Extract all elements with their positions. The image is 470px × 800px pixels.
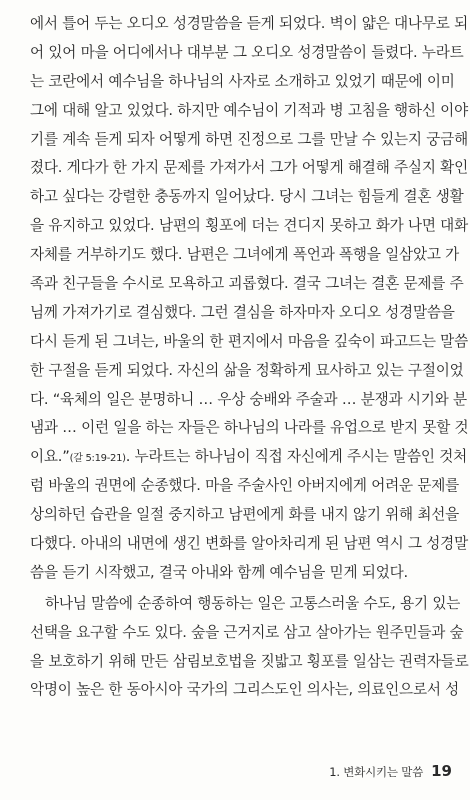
text-line: 냄과 … 이런 일을 하는 자들은 하나님의 나라를 유업으로 받지 못할 것: [30, 419, 469, 437]
text-line: 다. “육체의 일은 분명하니 … 우상 숭배와 주술과 … 분쟁과 시기와 분: [30, 390, 467, 408]
text-line: 어 있어 마을 어디에서나 대부분 그 오디오 성경말씀이 들렸다. 누라트: [30, 43, 464, 61]
text-line: 선택을 요구할 수도 있다. 숲을 근거지로 삼고 살아가는 원주민들과 숲: [30, 623, 464, 641]
text-line-with-reference: [30, 443, 468, 472]
page-number: 19: [431, 762, 452, 780]
text-line: 에서 틀어 두는 오디오 성경말씀을 듣게 되었다. 벽이 얇은 대나무로 되: [30, 15, 468, 32]
scripture-reference: (갈 5:19-21): [69, 453, 126, 465]
text-line: 상의하던 습관을 일절 중지하고 남편에게 화를 내지 않기 위해 최선을: [30, 506, 460, 524]
quote-end: 이요.”: [30, 448, 70, 466]
text-line: 악명이 높은 한 동아시아 국가의 그리스도인 의사는, 의료인으로서 성: [30, 681, 460, 699]
paragraph-2: [30, 590, 469, 706]
text-line: 럼 바울의 권면에 순종했다. 마을 주술사인 아버지에게 어려운 문제를: [30, 477, 460, 495]
paragraph-1: [30, 10, 469, 588]
text-line: 씀을 듣기 시작했고, 결국 아내와 함께 예수님을 믿게 되었다.: [30, 563, 408, 581]
page-footer: [329, 762, 452, 786]
text-line: 는 코란에서 예수님을 하나님의 사자로 소개하고 있었기 때문에 이미: [30, 72, 455, 90]
text-line: 다했다. 아내의 내면에 생긴 변화를 알아차리게 된 남편 역시 그 성경말: [30, 535, 468, 553]
running-chapter-title: 1. 변화시키는 말씀: [329, 765, 424, 779]
line-continuation: . 누라트는 하나님이 직접 자신에게 주시는 말씀인 것처: [125, 448, 468, 466]
body-text: [30, 10, 469, 705]
text-line: 다시 듣게 된 그녀는, 바울의 한 편지에서 마음을 깊숙이 파고드는 말씀: [30, 332, 468, 350]
text-line: 하고 싶다는 강렬한 충동까지 일어났다. 당시 그녀는 힘들게 결혼 생활: [30, 188, 464, 206]
text-line: 자체를 거부하기도 했다. 남편은 그녀에게 폭언과 폭행을 일삼았고 가: [30, 246, 460, 264]
text-line: 을 유지하고 있었다. 남편의 횡포에 더는 견디지 못하고 화가 나면 대화: [30, 217, 468, 235]
text-line: 족과 친구들을 수시로 모욕하고 괴롭혔다. 결국 그녀는 결혼 문제를 주: [30, 275, 464, 293]
text-line: 기를 계속 듣게 되자 어떻게 하면 진정으로 그를 만날 수 있는지 궁금해: [30, 130, 468, 148]
text-line: 님께 가져가기로 결심했다. 그런 결심을 하자마자 오디오 성경말씀을: [30, 303, 455, 321]
text-line: 한 구절을 듣게 되었다. 자신의 삶을 정확하게 묘사하고 있는 구절이었: [30, 361, 464, 379]
text-line: 그에 대해 알고 있었다. 하지만 예수님이 기적과 병 고침을 행하신 이야: [30, 101, 468, 119]
text-line: 졌다. 게다가 한 가지 문제를 가져가서 그가 어떻게 해결해 주실지 확인: [30, 159, 468, 177]
text-line: 을 보호하기 위해 만든 삼림보호법을 짓밟고 횡포를 일삼는 권력자들로: [30, 652, 469, 670]
text-line: 하나님 말씀에 순종하여 행동하는 일은 고통스러울 수도, 용기 있는: [45, 594, 461, 612]
